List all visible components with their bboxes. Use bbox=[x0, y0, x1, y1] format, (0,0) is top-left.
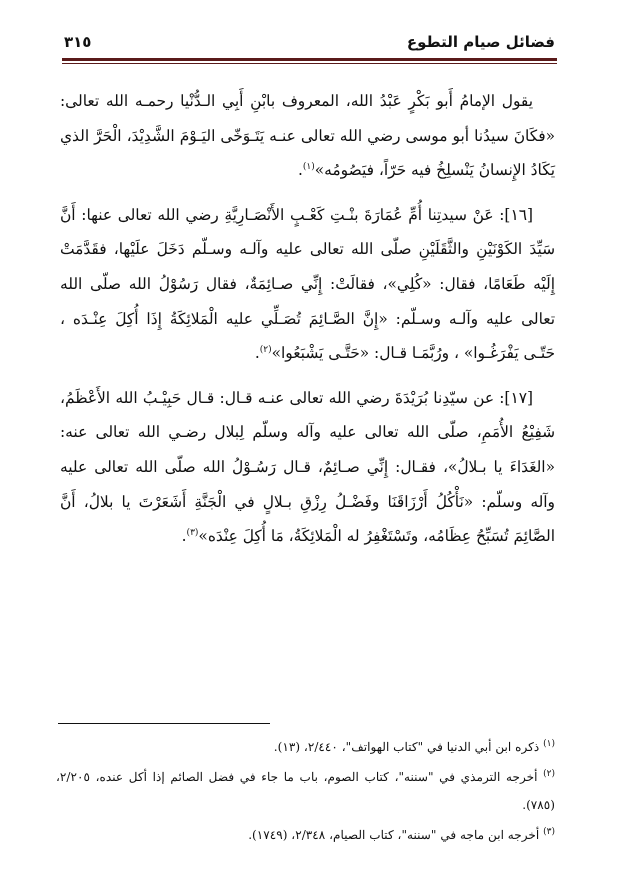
footnote-ref-1: (١) bbox=[302, 162, 315, 173]
header-rule bbox=[62, 58, 557, 64]
paragraph-2-text: [١٦]: عَنْ سيدتِنا أُمِّ عُمَارَةَ بنْـتِ كَعْـبٍ الأَنْصَـارِيَّةِ رضي الله تعالى عنها: أَنَّ سَيِّدَ الكَوْنَيْنِ والثَّقَلَيْنِ صلّى الله تعالى عليه وآلـه وسـلّم دَخَلَ علَيْها، فقَدَّمَتْ إِلَيْه طَعَامًا، فقال: «كُلِي»، فقالَتْ: إِنِّي صـائِمَةٌ، فقال رَسُوْلُ الله صلّى الله تعالى عليه وآلـه وسـلّم: «إِنَّ الصَّـائِمَ تُصَـلِّي عليه الْمَلائِكَةُ إِذَا أُكِلَ عِنْـدَه ، حَتّـى يَفْرَغُـوا» ، ورُبَّمَـا قـال: «حَتَّـى يَشْبَعُوا» bbox=[60, 205, 555, 363]
page-number: ٣١٥ bbox=[64, 33, 92, 51]
footnote-ref-2: (٢) bbox=[259, 345, 272, 356]
paragraph-2 bbox=[60, 198, 555, 371]
footnote-mark: (٣) bbox=[543, 826, 555, 837]
running-title: فضائل صيام التطوع bbox=[406, 33, 555, 51]
paragraph-2-end: . bbox=[254, 344, 260, 363]
footnotes bbox=[56, 733, 555, 851]
paragraph-1-text: يقول الإمامُ أَبو بَكْرٍ عَبْدُ الله، المعروف بابْنِ أَبِي الـدُّنْيا رحمـه الله تعالى: «فكَانَ سيدُنا أبو موسى رضي الله تعالى عنـه يَتَـوَخّى اليَـوْمَ الشَّدِيْدَ، الْحَرَّ الذي يَكَادُ الإِنسانُ يَنْسلِخُ فيه حَرّاً، فيَصُومُه» bbox=[60, 92, 555, 180]
footnote-text: ذكره ابن أبي الدنيا في "كتاب الهواتف"، ٢/٤٤٠، (١٣). bbox=[273, 740, 540, 754]
footnote-1 bbox=[56, 733, 555, 761]
paragraph-1 bbox=[60, 84, 555, 188]
main-text bbox=[60, 84, 555, 554]
paragraph-3-end: . bbox=[181, 527, 187, 546]
footnote-mark: (١) bbox=[543, 738, 555, 749]
paragraph-3 bbox=[60, 381, 555, 554]
footnote-mark: (٢) bbox=[543, 768, 555, 779]
footnote-separator bbox=[58, 723, 270, 724]
footnote-text: أخرجه الترمذي في "سننه"، كتاب الصوم، باب ما جاء في فضل الصائم إذا أكل عنده، ٢/٢٠٥، (٧٨٥). bbox=[56, 770, 555, 812]
paragraph-1-end: . bbox=[297, 161, 303, 180]
footnote-3 bbox=[56, 821, 555, 849]
footnote-text: أخرجه ابن ماجه في "سننه"، كتاب الصيام، ٢/٣٤٨، (١٧٤٩). bbox=[248, 828, 540, 842]
paragraph-3-text: [١٧]: عن سيّدِنا بُرَيْدَةَ رضي الله تعالى عنـه قـال: قـال حَبِيْـبُ الله الأَعْظَمُ، شَفِيْعُ الأُمَمِ، صلّى الله تعالى عليه وآله وسلّم لِبلال رضـي الله تعالى عنه: «الغَدَاءَ يا بـلالُ»، فقـال: إِنِّي صـائِمٌ، قـال رَسُـوْلُ الله صلّى الله تعالى عليه وآله وسلّم: «نَأْكُلُ أَرْزَاقَنَا وفَضْـلُ رِزْقِ بـلالٍ في الْجَنَّةِ أَشَعَرْتَ يا بلالُ، أَنَّ الصَّائِمَ تُسَبِّحُ عِظَامُه، وتَسْتَغْفِرُ له الْمَلائِكَةُ، مَا أُكِلَ عِنْدَه» bbox=[60, 388, 555, 546]
page-header bbox=[64, 30, 555, 54]
footnote-ref-3: (٣) bbox=[186, 528, 199, 538]
footnote-2 bbox=[56, 763, 555, 819]
